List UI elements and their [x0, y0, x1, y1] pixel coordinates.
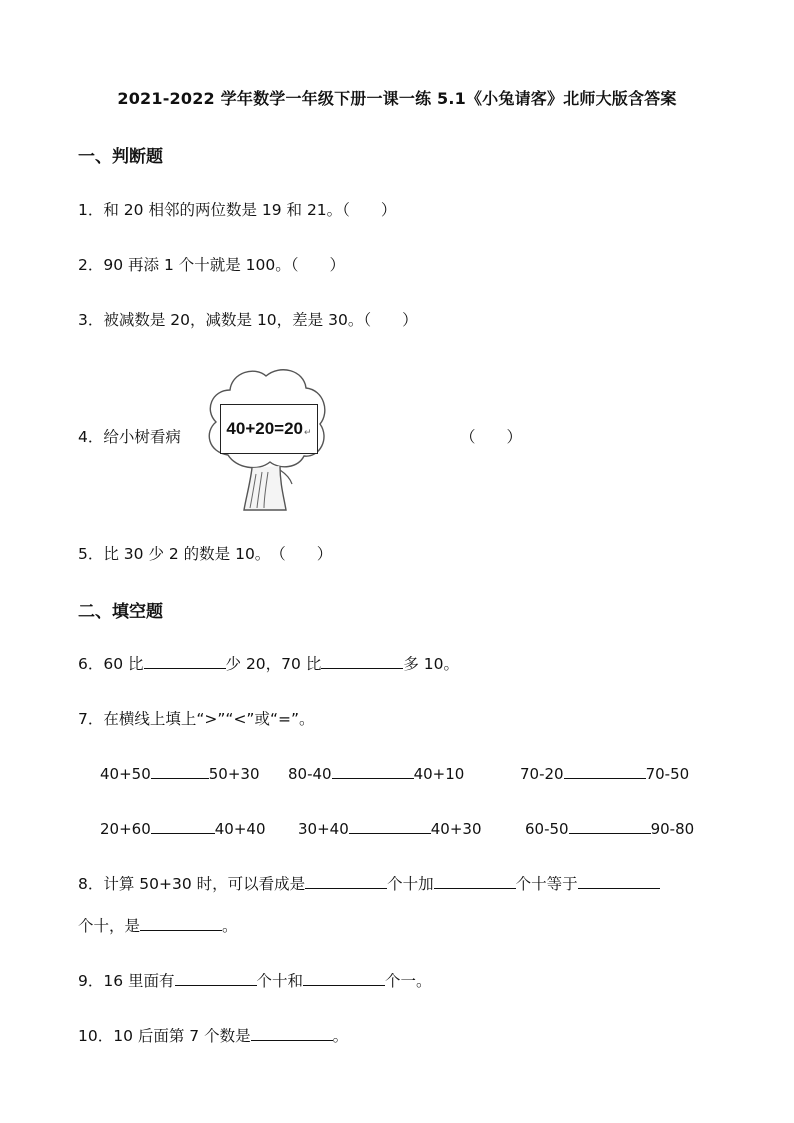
q6-text-b: 少 20，70 比	[225, 655, 322, 673]
q8-text-a: 8．计算 50+30 时，可以看成是	[78, 875, 306, 893]
q8-text-e: 。	[222, 917, 238, 935]
compare-left: 70-20	[520, 765, 564, 783]
answer-blank[interactable]	[151, 762, 209, 779]
answer-blank[interactable]	[434, 872, 516, 889]
answer-blank[interactable]	[564, 762, 646, 779]
answer-blank[interactable]	[578, 872, 660, 889]
q8-text-d: 个十，是	[78, 917, 141, 935]
answer-blank[interactable]	[349, 817, 431, 834]
compare-item	[100, 762, 260, 783]
compare-left: 80-40	[288, 765, 332, 783]
compare-left: 30+40	[298, 820, 349, 838]
equation-text: 40+20=20	[226, 419, 304, 438]
answer-blank[interactable]	[151, 817, 215, 834]
q8-text-c: 个十等于	[515, 875, 578, 893]
equation-box	[220, 404, 318, 454]
compare-right: 70-50	[645, 765, 690, 783]
compare-right: 40+40	[214, 820, 266, 838]
q8-text-b: 个十加	[387, 875, 434, 893]
answer-blank[interactable]	[569, 817, 651, 834]
q6-text-c: 多 10。	[403, 655, 459, 673]
compare-right: 40+10	[413, 765, 465, 783]
return-mark: ↵	[304, 426, 312, 437]
question-4-answer-paren: （ ）	[460, 428, 523, 446]
answer-blank[interactable]	[251, 1024, 333, 1041]
compare-right: 90-80	[650, 820, 695, 838]
answer-blank[interactable]	[305, 872, 387, 889]
compare-right: 40+30	[430, 820, 482, 838]
q10-text-a: 10．10 后面第 7 个数是	[78, 1027, 251, 1045]
question-7-stem: 7．在横线上填上“>”“<”或“=”。	[78, 710, 315, 728]
compare-item	[288, 762, 464, 783]
compare-item	[298, 817, 482, 838]
question-6	[78, 652, 459, 674]
answer-blank[interactable]	[175, 969, 257, 986]
answer-blank[interactable]	[144, 652, 226, 669]
compare-item	[100, 817, 266, 838]
q9-text-a: 9．16 里面有	[78, 972, 175, 990]
q10-text-b: 。	[332, 1027, 349, 1045]
compare-right: 50+30	[208, 765, 260, 783]
question-8-line-2	[78, 914, 238, 936]
question-2: 2．90 再添 1 个十就是 100。（ ）	[78, 256, 345, 274]
answer-blank[interactable]	[332, 762, 414, 779]
compare-left: 20+60	[100, 820, 151, 838]
compare-item	[525, 817, 694, 838]
compare-left: 60-50	[525, 820, 569, 838]
answer-blank[interactable]	[321, 652, 403, 669]
question-10	[78, 1024, 348, 1046]
compare-item	[520, 762, 689, 783]
question-1: 1．和 20 相邻的两位数是 19 和 21。（ ）	[78, 201, 397, 219]
document-title: 2021-2022 学年数学一年级下册一课一练 5.1《小兔请客》北师大版含答案	[117, 89, 677, 108]
answer-blank[interactable]	[140, 914, 222, 931]
question-8-line-1	[78, 872, 660, 894]
question-3: 3．被减数是 20，减数是 10，差是 30。（ ）	[78, 311, 418, 329]
question-9	[78, 969, 432, 991]
question-5: 5．比 30 少 2 的数是 10。 （ ）	[78, 545, 333, 563]
section-fill-heading: 二、填空题	[78, 602, 163, 622]
question-4-label: 4．给小树看病	[78, 428, 181, 446]
answer-blank[interactable]	[303, 969, 385, 986]
q9-text-b: 个十和	[256, 972, 304, 990]
section-judge-heading: 一、判断题	[78, 147, 163, 167]
q6-text-a: 6．60 比	[78, 655, 144, 673]
q9-text-c: 个一。	[385, 972, 432, 990]
compare-left: 40+50	[100, 765, 151, 783]
